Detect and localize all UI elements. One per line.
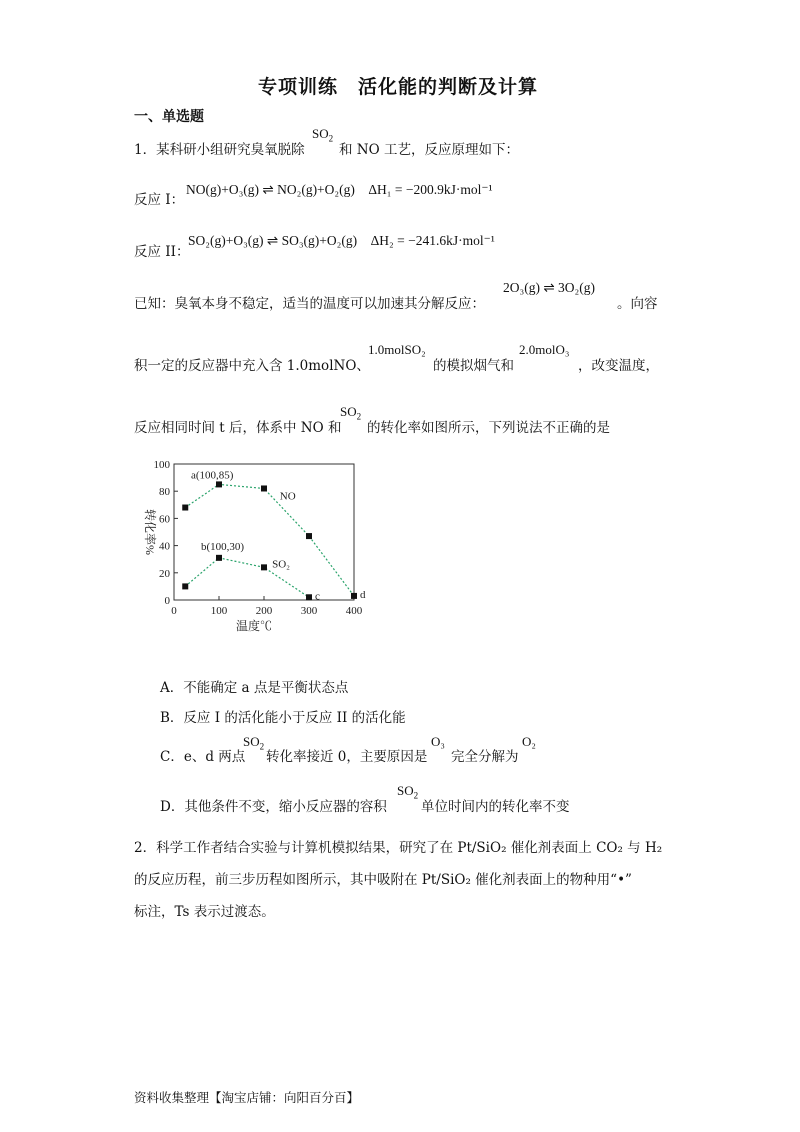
q1-line1-a: 1．某科研小组研究臭氧脱除: [134, 142, 305, 158]
option-c-c: 完全分解为: [451, 749, 519, 765]
so2-formula: $SO_2$: [312, 126, 334, 144]
ozone-decomposition-equation: 2O₃(g) ⇌ 3O₂(g): [503, 280, 595, 295]
annotation-label: b(100,30): [201, 540, 245, 553]
y-tick-label: 20: [159, 567, 170, 580]
known-text-end: 。向容: [617, 296, 658, 312]
data-point: [306, 533, 312, 539]
option-d-a: D．其他条件不变，缩小反应器的容积: [160, 799, 387, 815]
annotation-label: d: [360, 588, 366, 601]
o3-amount: 2.0molO₃: [519, 342, 570, 357]
q2-line2: 的反应历程，前三步历程如图所示，其中吸附在 Pt/SiO₂ 催化剂表面上的物种用“•”: [134, 872, 632, 888]
q1-line5-b: 的模拟烟气和: [433, 358, 514, 374]
q2-line3: 标注，Ts 表示过渡态。: [134, 904, 275, 920]
q2-line1: 2．科学工作者结合实验与计算机模拟结果，研究了在 Pt/SiO₂ 催化剂表面上 CO₂ 与 H₂: [134, 840, 663, 856]
so2-formula-c: $SO_2$: [243, 734, 265, 752]
x-tick-label: 100: [210, 605, 228, 617]
series-label-so2: SO₂: [272, 558, 291, 571]
option-b: B．反应 I 的活化能小于反应 II 的活化能: [160, 710, 406, 726]
data-point: [306, 594, 312, 600]
option-d-b: 单位时间内的转化率不变: [421, 799, 570, 815]
q1-line6-b: 的转化率如图所示，下列说法不正确的是: [367, 420, 610, 436]
y-axis-label: 转化率%: [143, 509, 157, 555]
x-tick-label: 200: [255, 605, 273, 617]
page-title: 专项训练 活化能的判断及计算: [258, 76, 539, 98]
y-tick-label: 40: [159, 540, 170, 553]
data-point: [261, 564, 267, 570]
option-c-b: 转化率接近 0，主要原因是: [266, 749, 428, 765]
reaction-2-label: 反应 II：: [134, 244, 190, 260]
y-tick-label: 0: [164, 595, 170, 607]
so2-formula-d: $SO_2$: [397, 783, 419, 801]
plot-frame: [174, 464, 354, 603]
y-tick-label: 100: [153, 459, 170, 471]
data-point: [351, 593, 357, 599]
reaction-1-label: 反应 I：: [134, 192, 185, 208]
y-tick-label: 80: [159, 486, 170, 499]
x-tick-label: 400: [345, 605, 363, 617]
data-point: [216, 481, 222, 487]
so2-formula-2: $SO_2$: [340, 404, 362, 422]
q1-line6-a: 反应相同时间 t 后，体系中 NO 和: [134, 420, 342, 436]
o3-formula-c: O₃: [431, 734, 445, 749]
reaction-1-equation: NO(g)+O₃(g) ⇌ NO₂(g)+O₂(g) ΔH₁ = −200.9kJ·mol⁻¹: [186, 182, 493, 197]
annotation-label: c: [315, 590, 320, 603]
option-a: A．不能确定 a 点是平衡状态点: [160, 680, 349, 696]
q1-line5-c: ，改变温度，: [578, 358, 659, 374]
data-point: [216, 555, 222, 561]
option-c-a: C．e、d 两点: [160, 749, 246, 765]
y-tick-label: 60: [159, 513, 170, 526]
footer: 资料收集整理【淘宝店铺：向阳百分百】: [134, 1090, 360, 1105]
so2-amount: 1.0molSO₂: [368, 342, 426, 357]
annotation-label: a(100,85): [191, 469, 234, 482]
reaction-2-equation: SO₂(g)+O₃(g) ⇌ SO₃(g)+O₂(g) ΔH₂ = −241.6kJ·mol⁻¹: [188, 233, 495, 248]
x-tick-label: 0: [171, 605, 177, 617]
data-point: [182, 505, 188, 511]
data-point: [182, 583, 188, 589]
section-heading: 一、单选题: [134, 109, 204, 125]
x-tick-label: 300: [300, 605, 318, 617]
o2-formula-c: O₂: [522, 734, 536, 749]
x-axis-label: 温度℃: [235, 619, 273, 633]
series-label-no: NO: [279, 490, 296, 503]
series-line-1: [185, 558, 309, 597]
data-point: [261, 485, 267, 491]
q1-line1-b: 和 NO 工艺，反应原理如下：: [339, 142, 519, 158]
q1-line5-a: 积一定的反应器中充入含 1.0molNO、: [134, 358, 370, 374]
conversion-chart: [134, 452, 364, 642]
known-text: 已知：臭氧本身不稳定，适当的温度可以加速其分解反应：: [134, 296, 485, 312]
